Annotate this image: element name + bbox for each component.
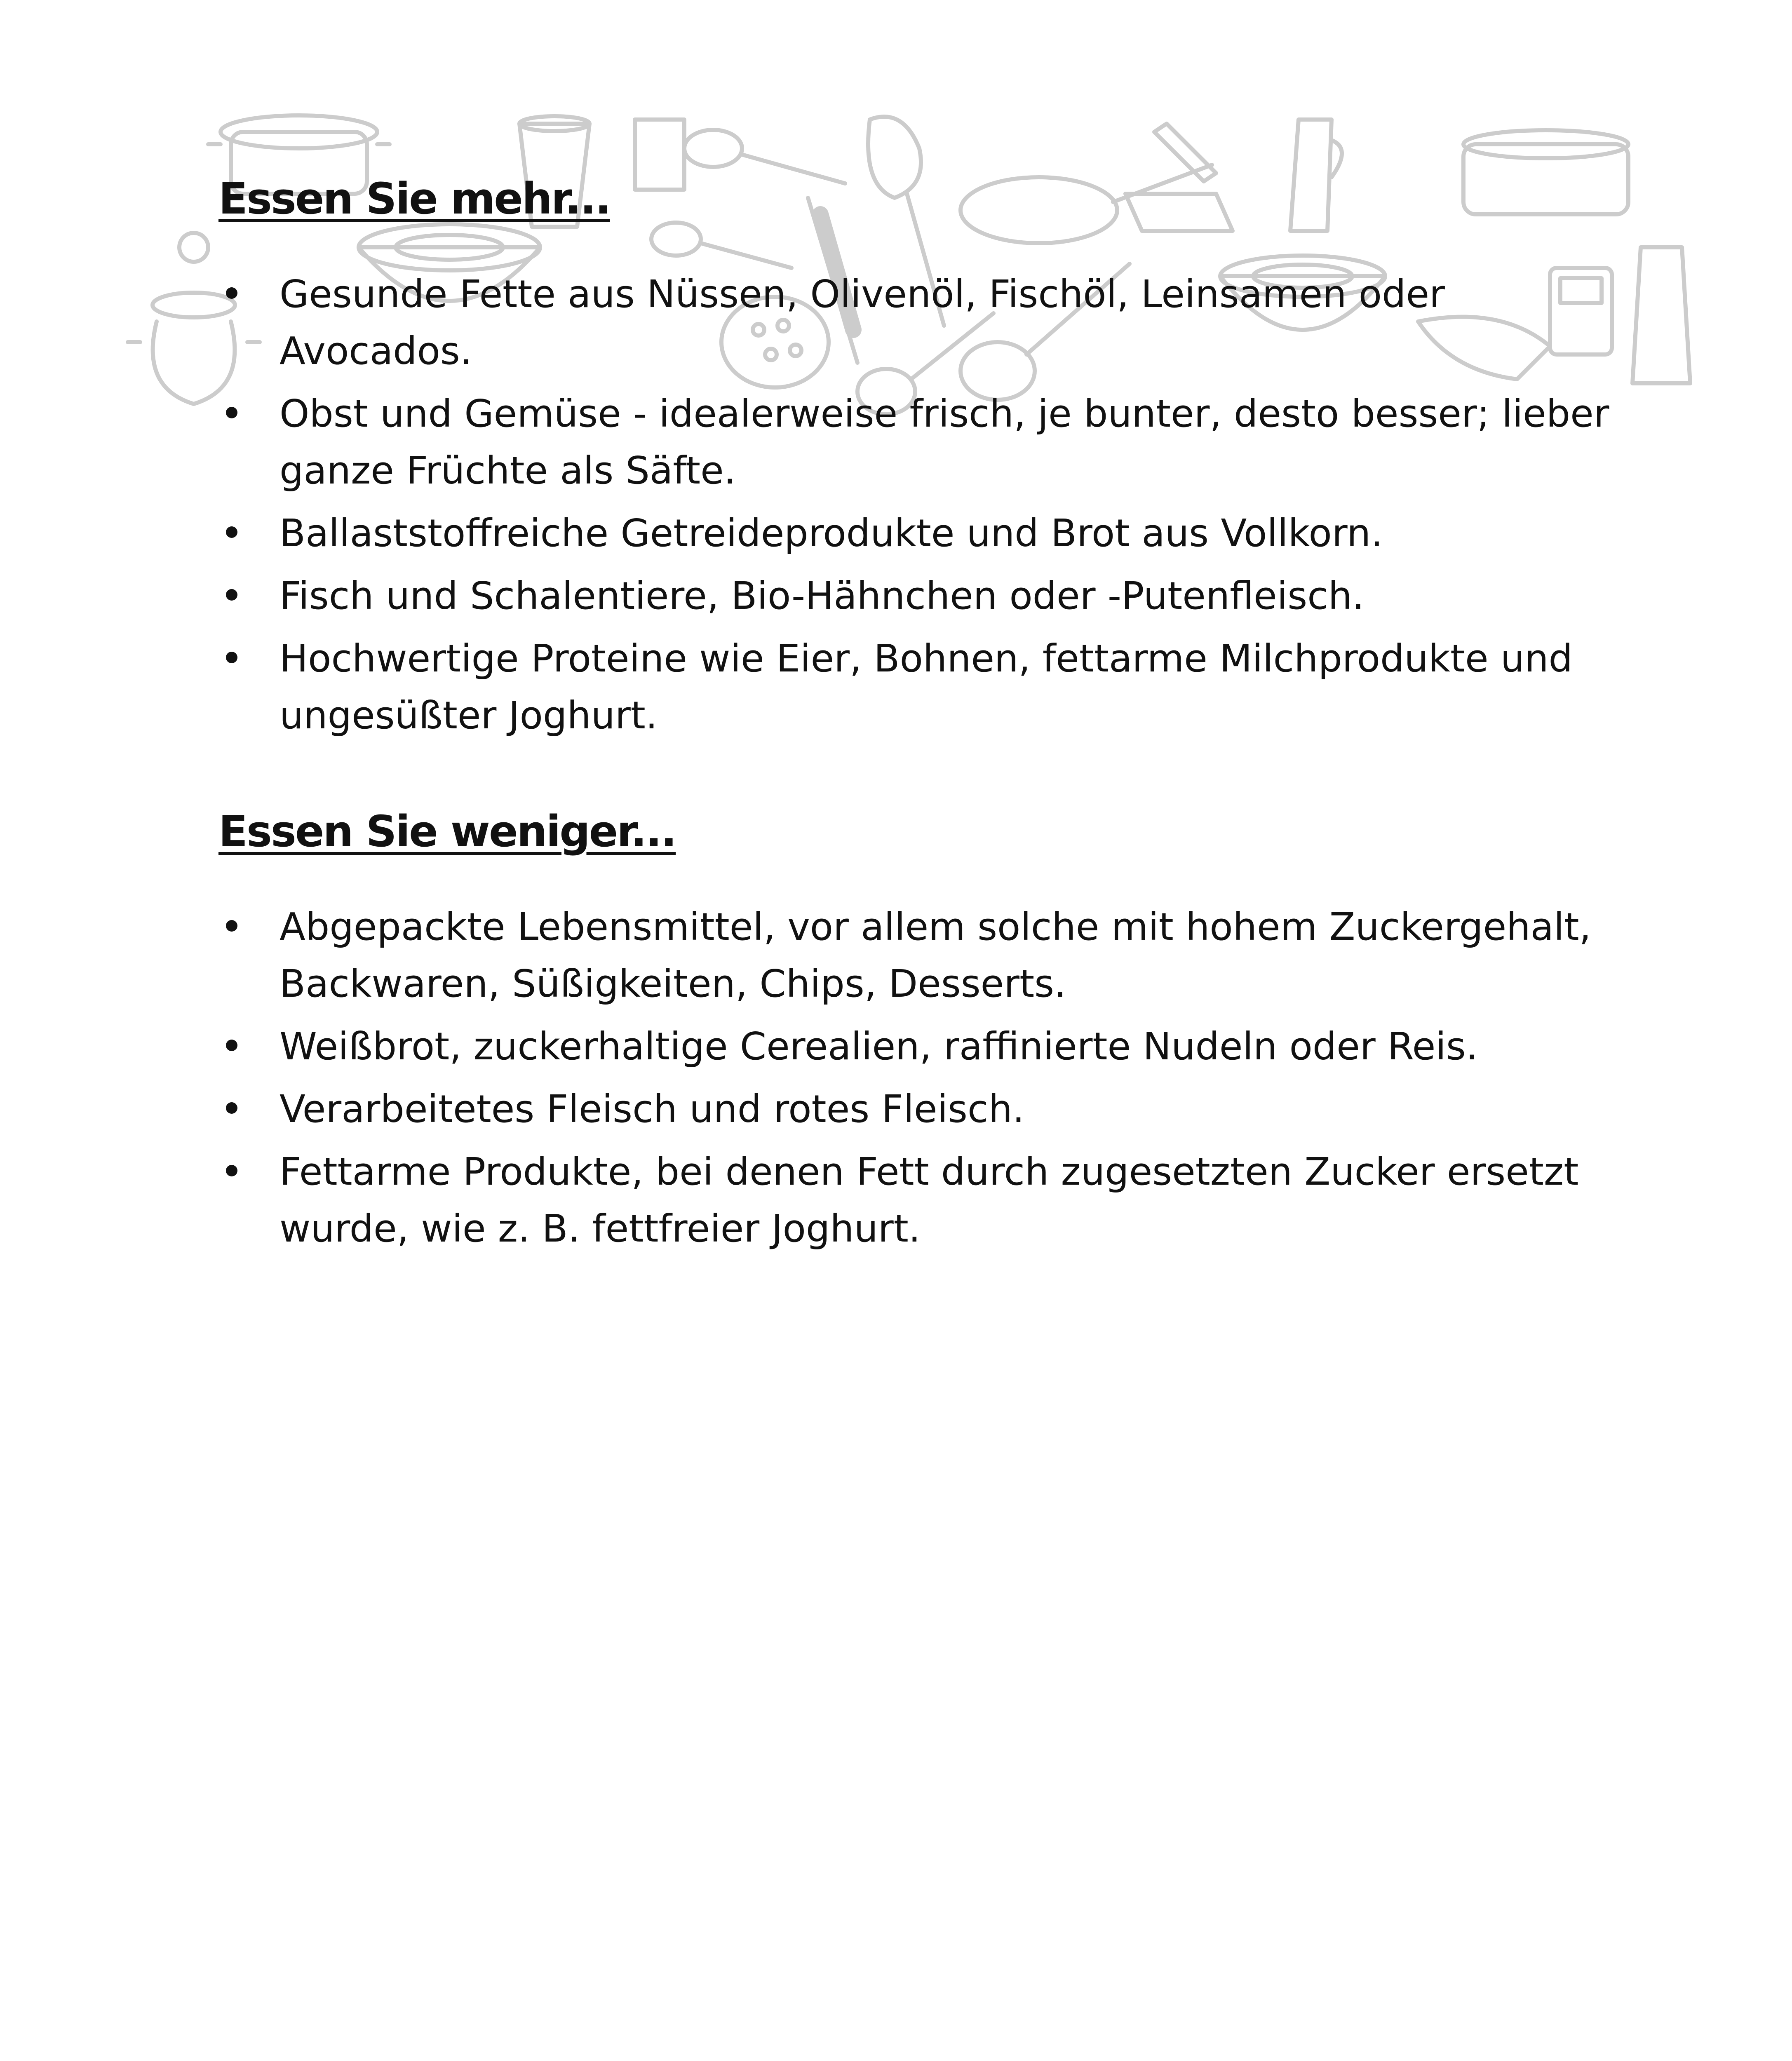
bullet-icon bbox=[226, 407, 237, 418]
grater-icon bbox=[1632, 247, 1690, 383]
list-item-text: Weißbrot, zuckerhaltige Cerealien, raffinierte Nudeln oder Reis. bbox=[279, 1024, 1478, 1068]
list-item-text: Obst und Gemüse - idealerweise frisch, je bunter, desto besser; lieber ganze Früchte als Säfte. bbox=[279, 391, 1609, 493]
bullet-icon bbox=[226, 1102, 237, 1114]
list-item-text: Abgepackte Lebensmittel, vor allem solche mit hohem Zuckergehalt, Backwaren, Süßigkeiten, Chips, Desserts. bbox=[279, 904, 1591, 1006]
list-item-text: Fettarme Produkte, bei denen Fett durch zugesetzten Zucker ersetzt wurde, wie z. B. fettfreier Joghurt. bbox=[279, 1149, 1579, 1251]
section-eat-more bbox=[218, 173, 1628, 744]
knife-icon bbox=[1154, 124, 1216, 181]
bullet-list-eat-more bbox=[218, 266, 1628, 744]
bullet-icon bbox=[226, 526, 237, 538]
bullet-icon bbox=[226, 287, 237, 299]
list-item-text: Gesunde Fette aus Nüssen, Olivenöl, Fischöl, Leinsamen oder Avocados. bbox=[279, 272, 1445, 373]
document-body bbox=[218, 173, 1628, 1263]
list-item-text: Verarbeitetes Fleisch und rotes Fleisch. bbox=[279, 1087, 1025, 1131]
list-item-text: Hochwertige Proteine wie Eier, Bohnen, fettarme Milchprodukte und ungesüßter Joghurt. bbox=[279, 636, 1573, 737]
list-item bbox=[218, 1143, 1628, 1257]
section-heading-eat-more: Essen Sie mehr... bbox=[218, 174, 610, 224]
bullet-icon bbox=[226, 1165, 237, 1176]
list-item bbox=[218, 1081, 1628, 1138]
bullet-icon bbox=[226, 589, 237, 601]
list-item bbox=[218, 385, 1628, 499]
bullet-list-eat-less bbox=[218, 899, 1628, 1257]
list-item bbox=[218, 505, 1628, 562]
list-item bbox=[218, 266, 1628, 380]
list-item bbox=[218, 630, 1628, 744]
bullet-icon bbox=[226, 920, 237, 932]
section-heading-eat-less: Essen Sie weniger... bbox=[218, 806, 676, 857]
section-eat-less bbox=[218, 806, 1628, 1257]
list-item bbox=[218, 568, 1628, 624]
list-item-text: Fisch und Schalentiere, Bio-Hähnchen oder -Putenfleisch. bbox=[279, 573, 1365, 618]
bullet-icon bbox=[226, 652, 237, 663]
list-item-text: Ballaststoffreiche Getreideprodukte und Brot aus Vollkorn. bbox=[279, 511, 1383, 555]
bullet-icon bbox=[226, 1040, 237, 1051]
list-item bbox=[218, 1018, 1628, 1075]
list-item bbox=[218, 899, 1628, 1012]
